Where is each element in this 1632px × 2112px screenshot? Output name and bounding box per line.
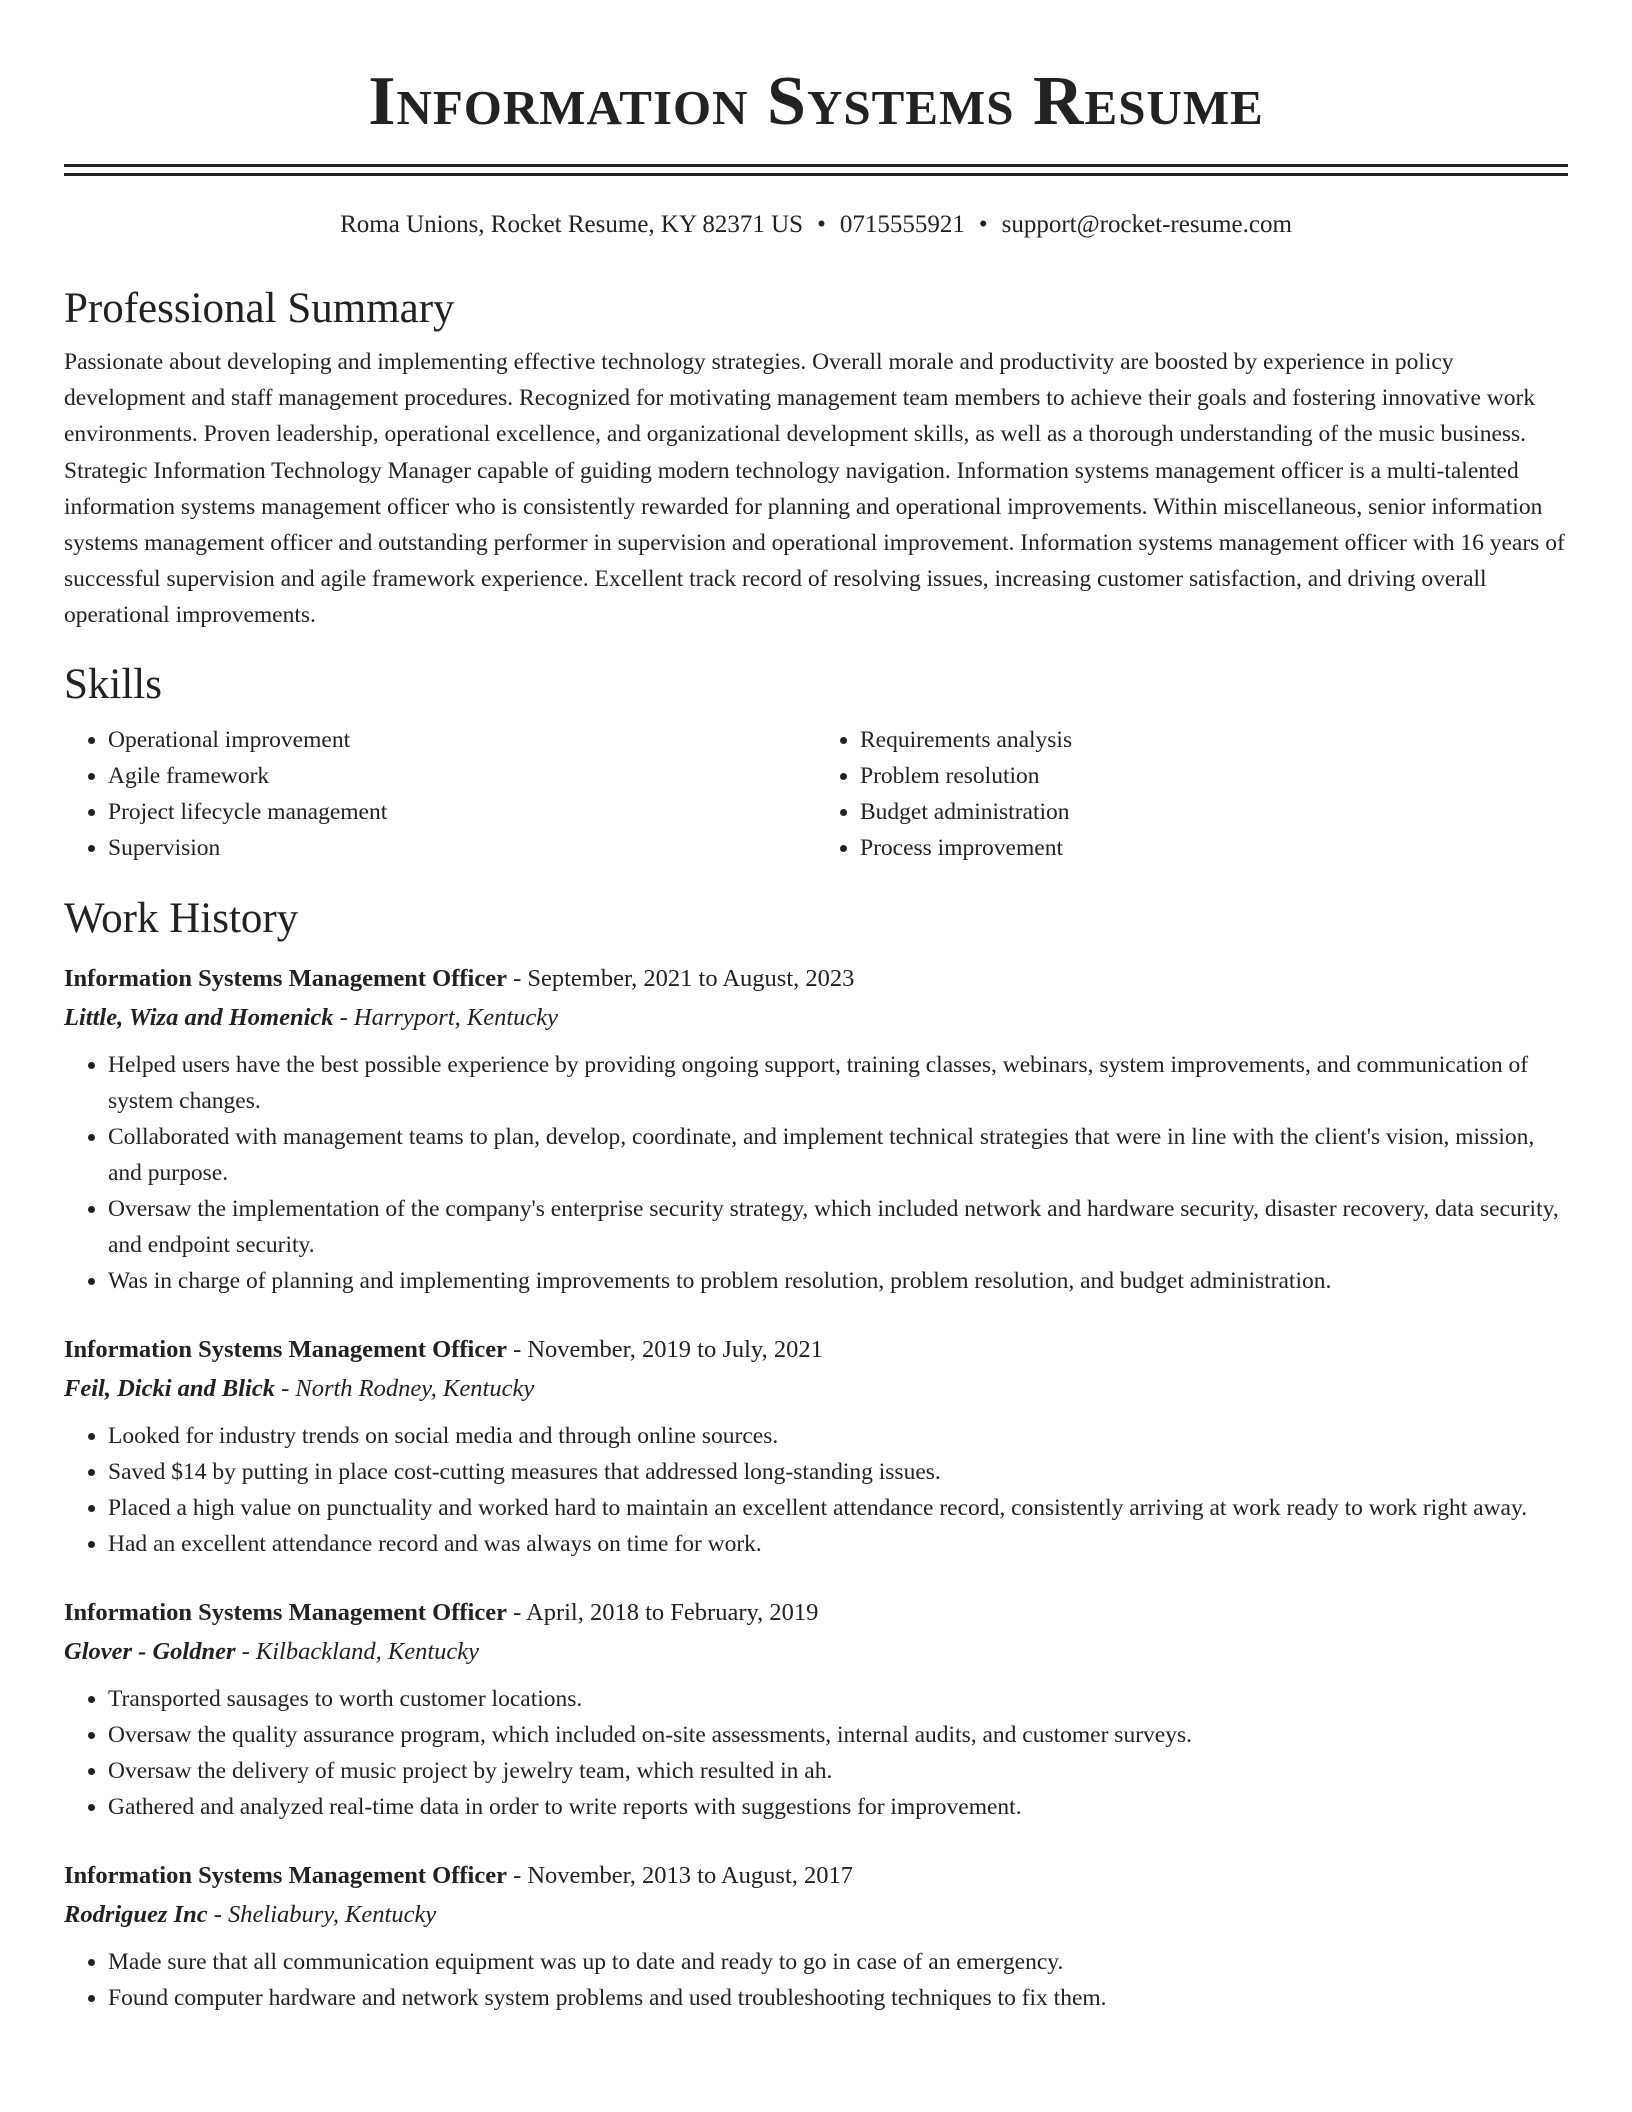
- job-location: - Kilbackland, Kentucky: [235, 1637, 480, 1665]
- job-title: Information Systems Management Officer: [64, 964, 507, 992]
- job-dates: - November, 2019 to July, 2021: [506, 1335, 823, 1363]
- job-bullet: • Saved $14 by putting in place cost-cutting measures that addressed long-standing issues.: [108, 1454, 1568, 1490]
- job-company-line: [64, 1895, 1568, 1935]
- contact-separator: •: [978, 211, 988, 238]
- job-bullet: • Had an excellent attendance record and was always on time for work.: [108, 1526, 1568, 1562]
- skills-section: [64, 660, 1568, 866]
- skill-item: • Agile framework: [108, 758, 816, 794]
- job-location: - Harryport, Kentucky: [333, 1003, 559, 1031]
- skills-list-left: [64, 722, 816, 866]
- professional-summary-section: [64, 284, 1568, 634]
- job-bullet: • Placed a high value on punctuality and worked hard to maintain an excellent attendance record, consistently arriving at work ready to work right away.: [108, 1490, 1568, 1526]
- job-bullets: [64, 1047, 1568, 1299]
- contact-phone: 0715555921: [839, 211, 965, 238]
- resume-title: Information Systems Resume: [368, 63, 1264, 140]
- job-bullet: • Looked for industry trends on social media and through online sources.: [108, 1418, 1568, 1454]
- skill-item: • Problem resolution: [860, 758, 1568, 794]
- job-bullet: • Gathered and analyzed real-time data in order to write reports with suggestions for improvement.: [108, 1789, 1568, 1825]
- job-header: [64, 1331, 1568, 1369]
- skill-item: • Budget administration: [860, 794, 1568, 830]
- job-bullets: [64, 1681, 1568, 1825]
- skills-columns: [64, 722, 1568, 866]
- job-location: - North Rodney, Kentucky: [274, 1374, 535, 1402]
- job-entry: [64, 1594, 1568, 1825]
- job-bullet: • Collaborated with management teams to plan, develop, coordinate, and implement technical strategies that were in line with the client's vision, mission, and purpose.: [108, 1119, 1568, 1191]
- section-heading: Skills: [64, 660, 162, 708]
- job-dates: - April, 2018 to February, 2019: [506, 1598, 819, 1626]
- job-bullets: [64, 1944, 1568, 2016]
- contact-email[interactable]: support@rocket-resume.com: [1001, 211, 1292, 238]
- job-bullets: [64, 1418, 1568, 1562]
- skill-item: • Supervision: [108, 830, 816, 866]
- job-bullet: • Made sure that all communication equipment was up to date and ready to go in case of an emergency.: [108, 1944, 1568, 1980]
- job-company: Rodriguez Inc: [64, 1900, 208, 1928]
- job-header: [64, 1594, 1568, 1632]
- contact-line: [64, 210, 1568, 240]
- job-bullet: • Helped users have the best possible experience by providing ongoing support, training classes, webinars, system improvements, and communication of system changes.: [108, 1047, 1568, 1119]
- job-dates: - September, 2021 to August, 2023: [506, 964, 855, 992]
- job-company: Glover - Goldner: [64, 1637, 236, 1665]
- job-company-line: [64, 1632, 1568, 1672]
- skill-item: • Requirements analysis: [860, 722, 1568, 758]
- contact-address: Roma Unions, Rocket Resume, KY 82371 US: [340, 211, 804, 238]
- job-bullet: • Was in charge of planning and implementing improvements to problem resolution, problem resolution, and budget administration.: [108, 1263, 1568, 1299]
- work-history-section: [64, 894, 1568, 2016]
- skills-list-right: [816, 722, 1568, 866]
- job-header: [64, 960, 1568, 998]
- section-heading: Professional Summary: [64, 285, 455, 332]
- job-entry: [64, 1331, 1568, 1562]
- job-company: Little, Wiza and Homenick: [64, 1003, 334, 1031]
- job-title: Information Systems Management Officer: [64, 1861, 507, 1889]
- job-bullet: • Found computer hardware and network system problems and used troubleshooting techniques to fix them.: [108, 1980, 1568, 2016]
- job-bullet: • Oversaw the quality assurance program, which included on-site assessments, internal audits, and customer surveys.: [108, 1717, 1568, 1753]
- job-bullet: • Oversaw the implementation of the company's enterprise security strategy, which included network and hardware security, disaster recovery, data security, and endpoint security.: [108, 1191, 1568, 1263]
- job-header: [64, 1857, 1568, 1895]
- job-title: Information Systems Management Officer: [64, 1335, 507, 1363]
- skill-item: • Process improvement: [860, 830, 1568, 866]
- job-bullet: • Transported sausages to worth customer locations.: [108, 1681, 1568, 1717]
- job-dates: - November, 2013 to August, 2017: [506, 1861, 854, 1889]
- skill-item: • Operational improvement: [108, 722, 816, 758]
- skill-item: • Project lifecycle management: [108, 794, 816, 830]
- job-company-line: [64, 998, 1568, 1038]
- job-company: Feil, Dicki and Blick: [64, 1374, 275, 1402]
- job-bullet: • Oversaw the delivery of music project by jewelry team, which resulted in ah.: [108, 1753, 1568, 1789]
- section-heading: Work History: [64, 894, 299, 942]
- job-entry: [64, 1857, 1568, 2016]
- contact-separator: •: [817, 211, 826, 238]
- job-location: - Sheliabury, Kentucky: [207, 1900, 437, 1928]
- job-company-line: [64, 1369, 1568, 1409]
- title-divider-top: [64, 164, 1568, 167]
- job-title: Information Systems Management Officer: [64, 1598, 507, 1626]
- title-divider-bottom: [64, 173, 1568, 176]
- summary-text: Passionate about developing and implementing effective technology strategies. Overall morale and productivity are boosted by experience in policy development and staff management procedures. Recognized for motivating management team members to achieve their goals and fostering innovative work environments. Proven leadership, operational excellence, and organizational development skills, as well as a thorough understanding of the music business. Strategic Information Technology Manager capable of guiding modern technology navigation. Information systems management officer is a multi-talented information systems management officer who is consistently rewarded for planning and operational improvements. Within miscellaneous, senior information systems management officer and outstanding performer in supervision and operational improvement. Information systems management officer with 16 years of successful supervision and agile framework experience. Excellent track record of resolving issues, increasing customer satisfaction, and driving overall operational improvements.: [64, 349, 1565, 629]
- job-entry: [64, 960, 1568, 1299]
